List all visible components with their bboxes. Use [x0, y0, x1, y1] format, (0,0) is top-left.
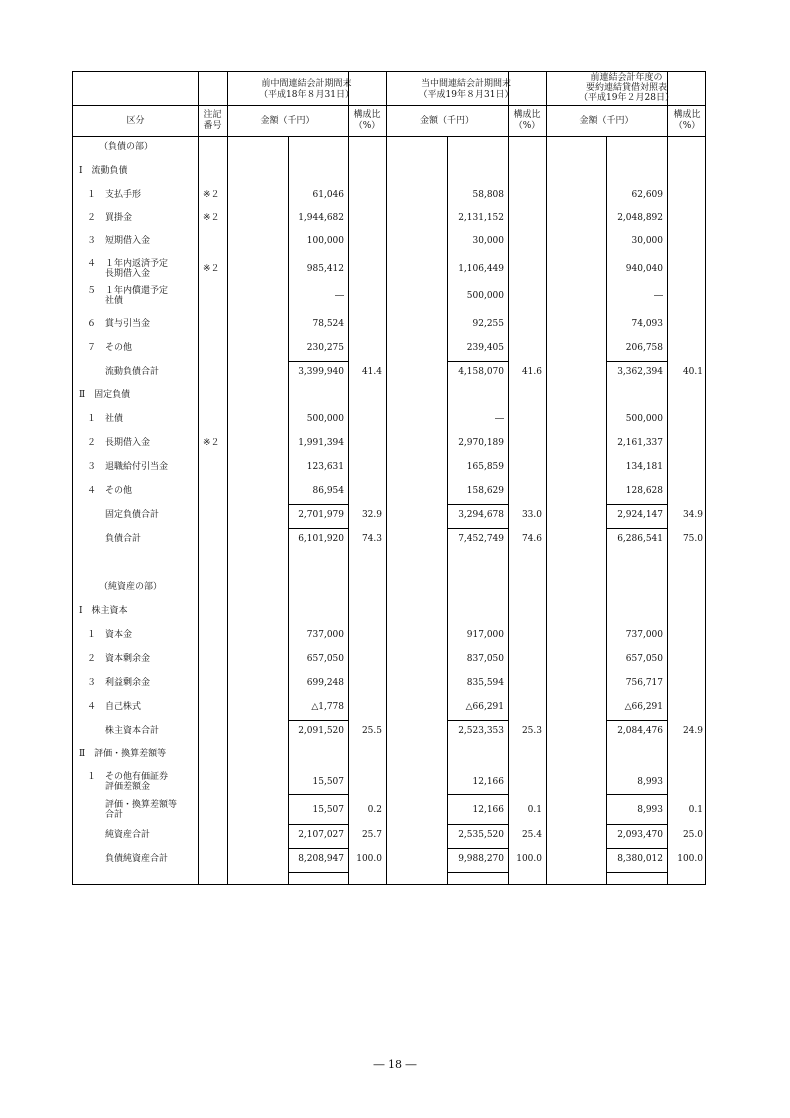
row-label-continued: 評価差額金	[105, 782, 151, 792]
subtotal-rule	[288, 824, 348, 825]
col-line	[386, 72, 387, 884]
amount-cell: 500,000	[625, 414, 663, 424]
amount-cell: 756,717	[625, 678, 663, 688]
col-line	[227, 72, 228, 884]
row-label: ５ １年内償還予定	[87, 286, 169, 296]
amount-cell: 12,166	[472, 777, 504, 787]
amount-cell: 940,040	[625, 264, 663, 274]
col-line	[667, 72, 668, 884]
amount-cell: 2,970,189	[458, 438, 504, 448]
ratio-cell: 0.1	[688, 805, 703, 815]
subtotal-rule	[447, 504, 508, 505]
amount-cell: 165,859	[466, 462, 504, 472]
group1-date: （平成18年８月31日）	[259, 90, 354, 100]
amount-cell: 8,380,012	[617, 854, 663, 864]
subtotal-rule	[447, 720, 508, 721]
amount-cell: 12,166	[472, 805, 504, 815]
amount-cell: 917,000	[466, 630, 504, 640]
amount-cell: 1,944,682	[298, 213, 344, 223]
ratio-cell: 74.6	[521, 534, 542, 544]
ratio-cell: 41.4	[361, 367, 382, 377]
subtotal-rule	[606, 794, 667, 795]
amount-cell: 1,991,394	[298, 438, 344, 448]
ratio-header-1: 構成比	[353, 110, 381, 120]
amount-cell: 30,000	[631, 236, 663, 246]
amount-cell: 2,535,520	[458, 830, 504, 840]
amount-header-1: 金額（千円）	[260, 116, 315, 126]
amount-cell: 500,000	[306, 414, 344, 424]
row-label: （負債の部）	[99, 142, 154, 152]
group1-title: 前中間連結会計期間末	[261, 79, 352, 89]
amount-cell: 2,093,470	[617, 830, 663, 840]
ratio-cell: 25.5	[361, 726, 382, 736]
amount-cell: ―	[654, 291, 663, 301]
amount-cell: 2,161,337	[617, 438, 663, 448]
amount-cell: 158,629	[466, 486, 504, 496]
note-number: ※２	[203, 264, 220, 274]
row-label: ７ その他	[87, 343, 133, 353]
amount-cell: 2,131,152	[458, 213, 504, 223]
ratio-cell: 25.0	[682, 830, 703, 840]
row-label-continued: 合計	[105, 810, 124, 820]
amount-cell: 3,362,394	[617, 367, 663, 377]
group2-title: 当中間連結会計期間末	[420, 79, 511, 89]
row-label: 純資産合計	[105, 830, 151, 840]
subtotal-rule	[288, 361, 348, 362]
subtotal-rule	[606, 720, 667, 721]
amount-cell: 835,594	[466, 678, 504, 688]
amount-cell: 2,523,353	[458, 726, 504, 736]
kubun-header: 区分	[126, 116, 145, 126]
row-label: 負債合計	[105, 534, 142, 544]
amount-cell: 6,101,920	[298, 534, 344, 544]
amount-cell: 985,412	[306, 264, 344, 274]
amount-cell: 230,275	[306, 343, 344, 353]
header-divider	[73, 136, 705, 137]
amount-cell: ―	[495, 414, 504, 424]
amount-cell: 62,609	[631, 190, 663, 200]
amount-cell: 657,050	[306, 654, 344, 664]
amount-cell: 3,399,940	[298, 367, 344, 377]
ratio-cell: 74.3	[361, 534, 382, 544]
subtotal-rule	[288, 528, 348, 529]
row-label: ２ 資本剰余金	[87, 654, 151, 664]
amount-cell: 6,286,541	[617, 534, 663, 544]
amount-cell: 2,084,476	[617, 726, 663, 736]
header-divider	[73, 105, 705, 106]
amount-cell: 61,046	[312, 190, 344, 200]
ratio-cell: 40.1	[682, 367, 703, 377]
ratio-cell: 41.6	[521, 367, 542, 377]
amount-cell: 737,000	[306, 630, 344, 640]
row-label: 株主資本合計	[105, 726, 160, 736]
amount-cell: 58,808	[472, 190, 504, 200]
ratio-header-3: 構成比	[673, 110, 701, 120]
amount-cell: 100,000	[306, 236, 344, 246]
amount-cell: 500,000	[466, 291, 504, 301]
total-rule	[288, 872, 348, 873]
row-label: Ⅰ 流動負債	[79, 166, 128, 176]
amount-cell: 2,048,892	[617, 213, 663, 223]
amount-cell: 15,507	[312, 777, 344, 787]
subtotal-rule	[606, 848, 667, 849]
amount-cell: 8,208,947	[298, 854, 344, 864]
amount-cell: △66,291	[465, 702, 504, 712]
amount-cell: 86,954	[312, 486, 344, 496]
subtotal-rule	[288, 794, 348, 795]
ratio-cell: 24.9	[682, 726, 703, 736]
amount-cell: 2,091,520	[298, 726, 344, 736]
col-line	[348, 72, 349, 884]
subtotal-rule	[447, 848, 508, 849]
subtotal-rule	[447, 528, 508, 529]
amount-header-3: 金額（千円）	[579, 116, 634, 126]
note-header-2: 番号	[203, 121, 222, 131]
amount-cell: 239,405	[466, 343, 504, 353]
ratio-cell: 0.1	[527, 805, 542, 815]
group3-subtitle: 要約連結貸借対照表	[585, 83, 667, 93]
ratio-cell: 32.9	[361, 510, 382, 520]
row-label: １ その他有価証券	[87, 772, 169, 782]
group3-title: 前連結会計年度の	[590, 73, 663, 83]
row-label: ３ 利益剰余金	[87, 678, 151, 688]
ratio-cell: 25.4	[521, 830, 542, 840]
subtotal-rule	[606, 361, 667, 362]
row-label: ３ 退職給付引当金	[87, 462, 169, 472]
row-label: １ 支払手形	[87, 190, 142, 200]
amount-cell: 128,628	[625, 486, 663, 496]
row-label: １ 資本金	[87, 630, 133, 640]
group2-date: （平成19年８月31日）	[418, 90, 514, 100]
subtotal-rule	[288, 504, 348, 505]
subtotal-rule	[606, 824, 667, 825]
amount-cell: △1,778	[311, 702, 344, 712]
ratio-cell: 100.0	[516, 854, 542, 864]
ratio-cell: 25.3	[521, 726, 542, 736]
amount-cell: △66,291	[624, 702, 663, 712]
amount-cell: 8,993	[637, 777, 663, 787]
amount-cell: 3,294,678	[458, 510, 504, 520]
ratio-header-2: 構成比	[513, 110, 541, 120]
row-label: ４ その他	[87, 486, 133, 496]
note-number: ※２	[203, 438, 220, 448]
balance-sheet-table	[72, 71, 706, 885]
amount-cell: 7,452,749	[458, 534, 504, 544]
amount-cell: 1,106,449	[458, 264, 504, 274]
amount-cell: 9,988,270	[458, 854, 504, 864]
subtotal-rule	[447, 794, 508, 795]
row-label: 固定負債合計	[105, 510, 160, 520]
amount-cell: 15,507	[312, 805, 344, 815]
total-rule	[447, 872, 508, 873]
amount-cell: 134,181	[625, 462, 663, 472]
row-label: ２ 長期借入金	[87, 438, 151, 448]
row-label-continued: 社債	[105, 296, 124, 306]
amount-cell: 737,000	[625, 630, 663, 640]
row-label: 流動負債合計	[105, 367, 160, 377]
amount-cell: 4,158,070	[458, 367, 504, 377]
amount-cell: 123,631	[306, 462, 344, 472]
col-line	[198, 72, 199, 884]
note-number: ※２	[203, 213, 220, 223]
row-label: ４ 自己株式	[87, 702, 142, 712]
amount-cell: 657,050	[625, 654, 663, 664]
amount-cell: 837,050	[466, 654, 504, 664]
page-number: ― 18 ―	[373, 1058, 417, 1071]
subtotal-rule	[447, 824, 508, 825]
row-label: ６ 賞与引当金	[87, 319, 151, 329]
row-label: Ⅱ 評価・換算差額等	[79, 749, 167, 759]
row-label: ２ 買掛金	[87, 213, 133, 223]
row-label: １ 社債	[87, 414, 124, 424]
ratio-cell: 100.0	[356, 854, 382, 864]
note-number: ※２	[203, 190, 220, 200]
row-label-continued: 長期借入金	[105, 269, 151, 279]
amount-cell: 74,093	[631, 319, 663, 329]
amount-cell: 206,758	[625, 343, 663, 353]
subtotal-rule	[288, 720, 348, 721]
ratio-cell: 25.7	[361, 830, 382, 840]
amount-cell: 8,993	[637, 805, 663, 815]
row-label: Ⅱ 固定負債	[79, 390, 131, 400]
row-label: ３ 短期借入金	[87, 236, 151, 246]
note-header: 注記	[203, 110, 222, 120]
amount-cell: 699,248	[306, 678, 344, 688]
ratio-header-1b: （%）	[353, 121, 381, 131]
col-line	[546, 72, 547, 884]
amount-cell: 92,255	[472, 319, 504, 329]
row-label: （純資産の部）	[99, 582, 163, 592]
ratio-cell: 0.2	[367, 805, 382, 815]
col-line	[508, 72, 509, 884]
total-rule	[606, 872, 667, 873]
ratio-cell: 100.0	[677, 854, 703, 864]
group3-date: （平成19年２月28日）	[579, 93, 674, 103]
amount-cell: 2,701,979	[298, 510, 344, 520]
subtotal-rule	[288, 848, 348, 849]
amount-cell: ―	[335, 291, 344, 301]
row-label: ４ １年内返済予定	[87, 259, 169, 269]
amount-cell: 78,524	[312, 319, 344, 329]
ratio-cell: 34.9	[682, 510, 703, 520]
amount-cell: 2,924,147	[617, 510, 663, 520]
row-label: Ⅰ 株主資本	[79, 606, 128, 616]
ratio-header-2b: （%）	[513, 121, 541, 131]
amount-cell: 30,000	[472, 236, 504, 246]
row-label: 負債純資産合計	[105, 854, 169, 864]
ratio-cell: 75.0	[682, 534, 703, 544]
ratio-cell: 33.0	[521, 510, 542, 520]
subtotal-rule	[606, 528, 667, 529]
ratio-header-3b: （%）	[673, 121, 701, 131]
amount-header-2: 金額（千円）	[419, 116, 474, 126]
row-label: 評価・換算差額等	[105, 800, 178, 810]
amount-cell: 2,107,027	[298, 830, 344, 840]
subtotal-rule	[606, 504, 667, 505]
subtotal-rule	[447, 361, 508, 362]
